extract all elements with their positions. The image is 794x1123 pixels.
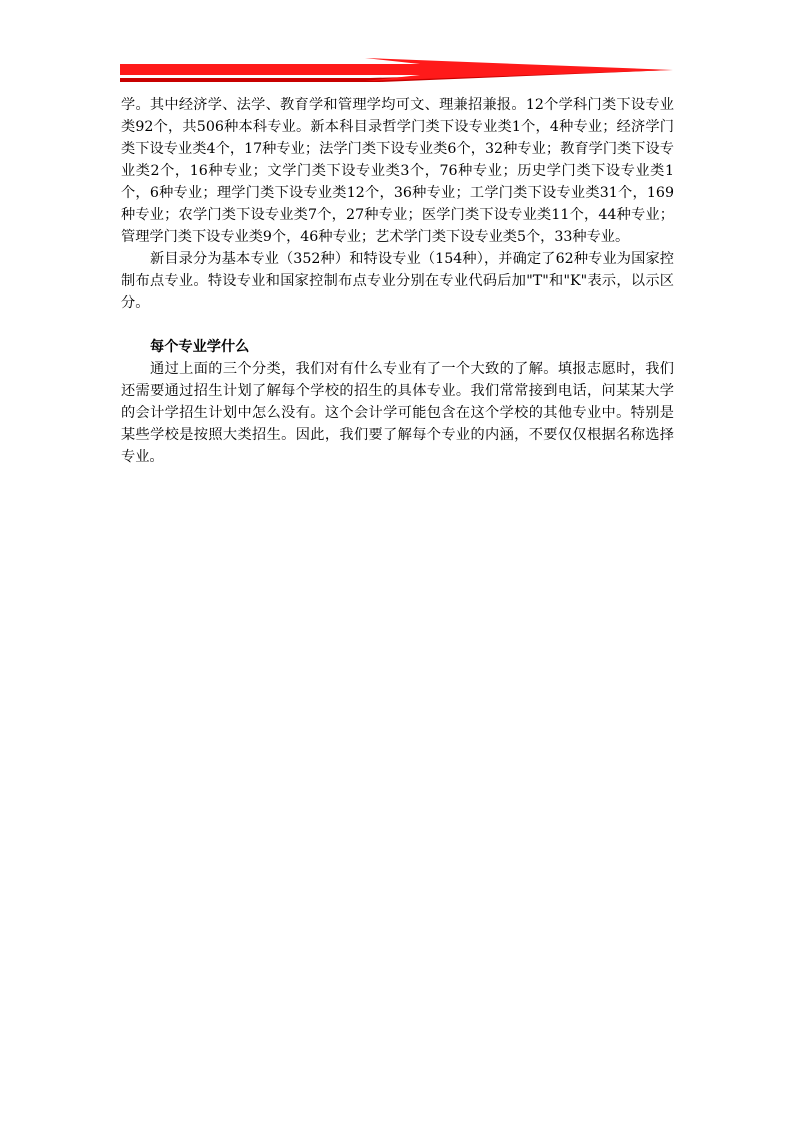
document-body bbox=[121, 94, 674, 468]
paragraph-what-each-major-teaches: 通过上面的三个分类，我们对有什么专业有了一个大致的了解。填报志愿时，我们还需要通过招生计划了解每个学校的招生的具体专业。我们常常接到电话，问某某大学的会计学招生计划中怎么没有。这个会计学可能包含在这个学校的其他专业中。特别是某些学校是按照大类招生。因此，我们要了解每个专业的内涵，不要仅仅根据名称选择专业。 bbox=[121, 361, 674, 465]
paragraph-major-categories: 学。其中经济学、法学、教育学和管理学均可文、理兼招兼报。12个学科门类下设专业类92个，共506种本科专业。新本科目录哲学门类下设专业类1个，4种专业；经济学门类下设专业类4个，17种专业；法学门类下设专业类6个，32种专业；教育学门类下设专业类2个，16种专业；文学门类下设专业类3个，76种专业；历史学门类下设专业类1个，6种专业；理学门类下设专业类12个，36种专业；工学门类下设专业类31个，169种专业；农学门类下设专业类7个，27种专业；医学门类下设专业类11个，44种专业；管理学门类下设专业类9个，46种专业；艺术学门类下设专业类5个，33种专业。 bbox=[121, 97, 674, 245]
section-heading: 每个专业学什么 bbox=[150, 339, 250, 355]
header-arrow-decoration bbox=[120, 56, 673, 84]
paragraph-new-catalog: 新目录分为基本专业（352种）和特设专业（154种），并确定了62种专业为国家控制布点专业。特设专业和国家控制布点专业分别在专业代码后加"T"和"K"表示，以示区分。 bbox=[121, 251, 674, 311]
